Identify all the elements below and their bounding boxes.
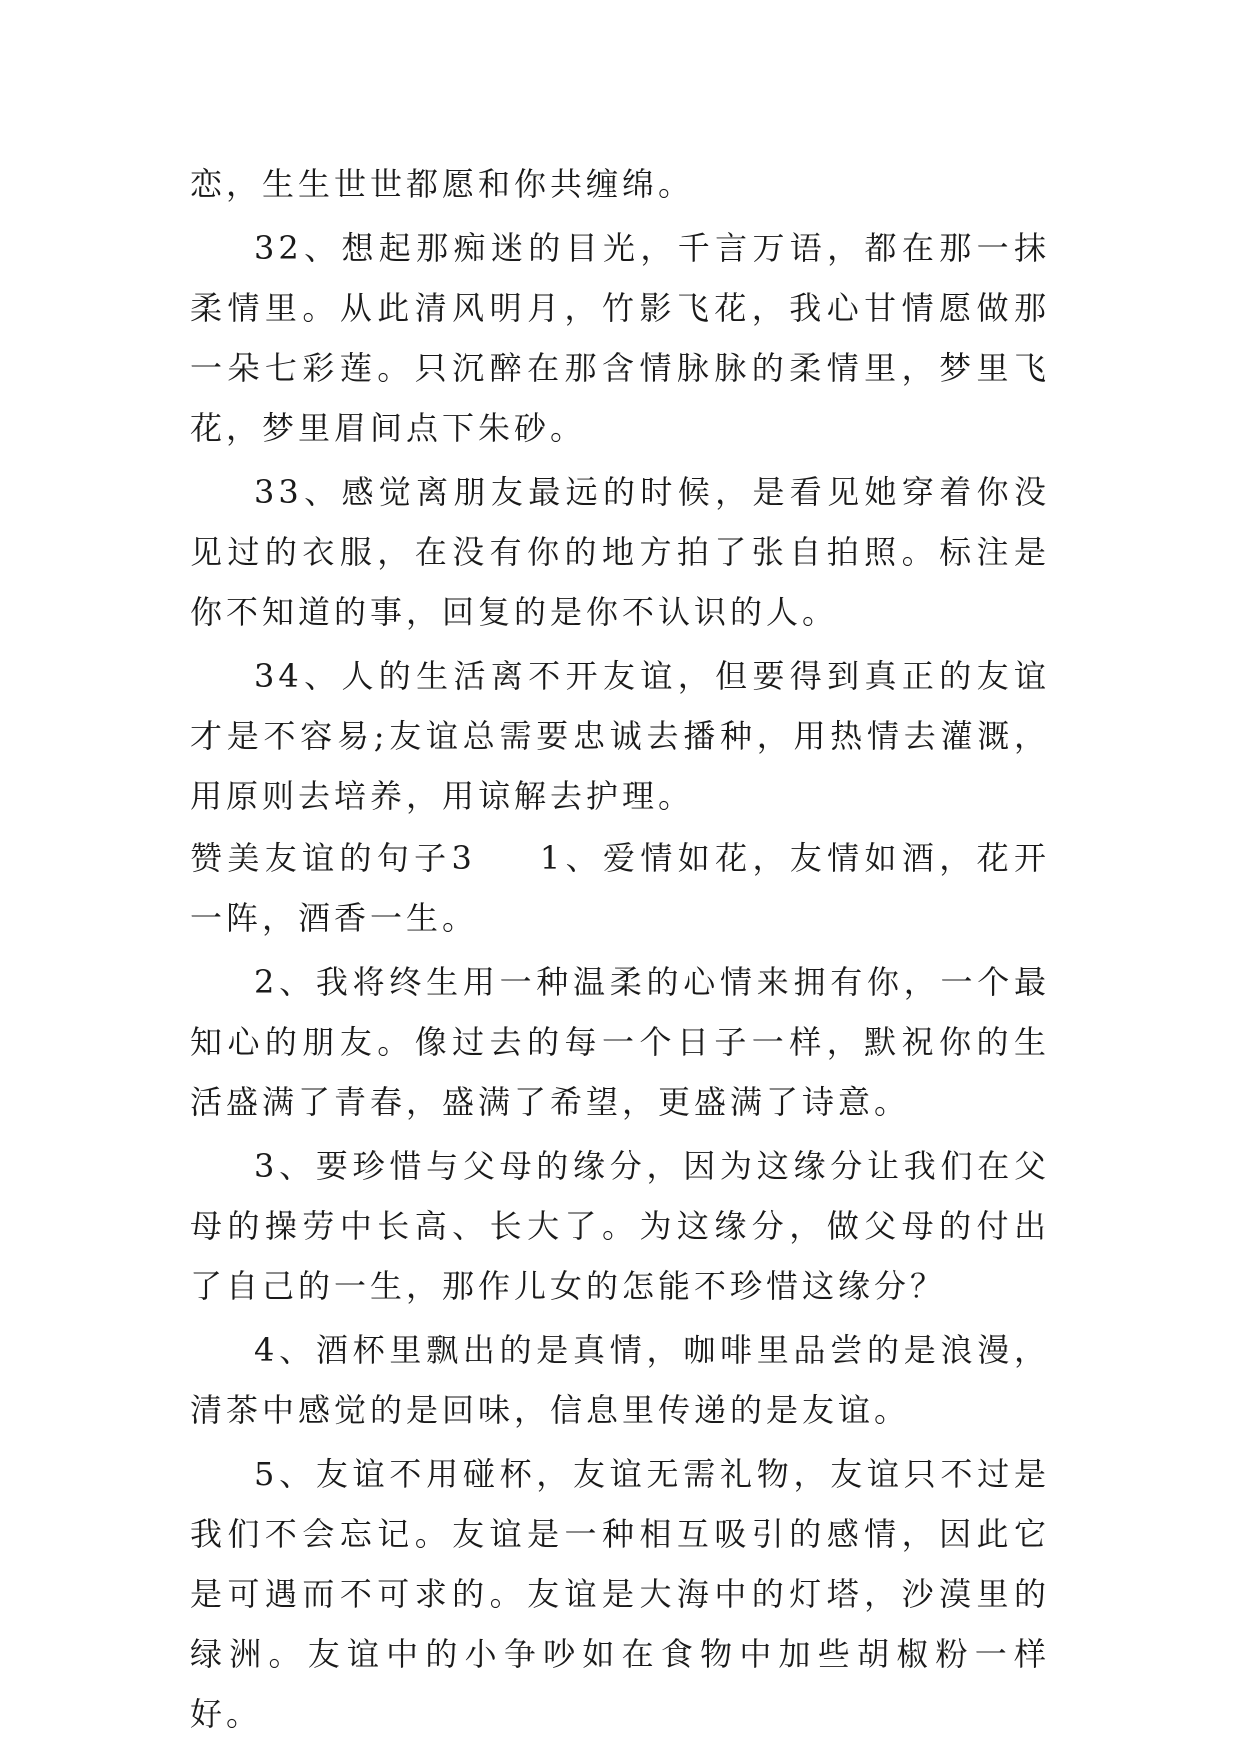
section-3-block	[190, 828, 1050, 948]
paragraph-33: 33、感觉离朋友最远的时候，是看见她穿着你没见过的衣服，在没有你的地方拍了张自拍照。标注是你不知道的事，回复的是你不认识的人。	[190, 473, 1050, 631]
item-4: 4、酒杯里飘出的是真情，咖啡里品尝的是浪漫，清茶中感觉的是回味，信息里传递的是友谊。	[190, 1331, 1050, 1429]
paragraph-continuation: 恋，生生世世都愿和你共缠绵。	[190, 165, 695, 203]
item-1: 1、爱情如花，友情如酒，花开一阵，酒香一生。	[190, 839, 1050, 937]
item-3: 3、要珍惜与父母的缘分，因为这缘分让我们在父母的操劳中长高、长大了。为这缘分，做父母的付出了自己的一生，那作儿女的怎能不珍惜这缘分？	[190, 1147, 1050, 1305]
paragraph-32: 32、想起那痴迷的目光，千言万语，都在那一抹柔情里。从此清风明月，竹影飞花，我心甘情愿做那一朵七彩莲。只沉醉在那含情脉脉的柔情里，梦里飞花，梦里眉间点下朱砂。	[190, 229, 1050, 447]
item-5: 5、友谊不用碰杯，友谊无需礼物，友谊只不过是我们不会忘记。友谊是一种相互吸引的感情，因此它是可遇而不可求的。友谊是大海中的灯塔，沙漠里的绿洲。友谊中的小争吵如在食物中加些胡椒粉一样好。	[190, 1455, 1050, 1733]
paragraph-34: 34、人的生活离不开友谊，但要得到真正的友谊才是不容易;友谊总需要忠诚去播种，用热情去灌溉，用原则去培养，用谅解去护理。	[190, 657, 1050, 815]
item-2: 2、我将终生用一种温柔的心情来拥有你，一个最知心的朋友。像过去的每一个日子一样，默祝你的生活盛满了青春，盛满了希望，更盛满了诗意。	[190, 963, 1050, 1121]
document-body	[190, 154, 1050, 1744]
section-heading: 赞美友谊的句子3	[190, 839, 476, 877]
